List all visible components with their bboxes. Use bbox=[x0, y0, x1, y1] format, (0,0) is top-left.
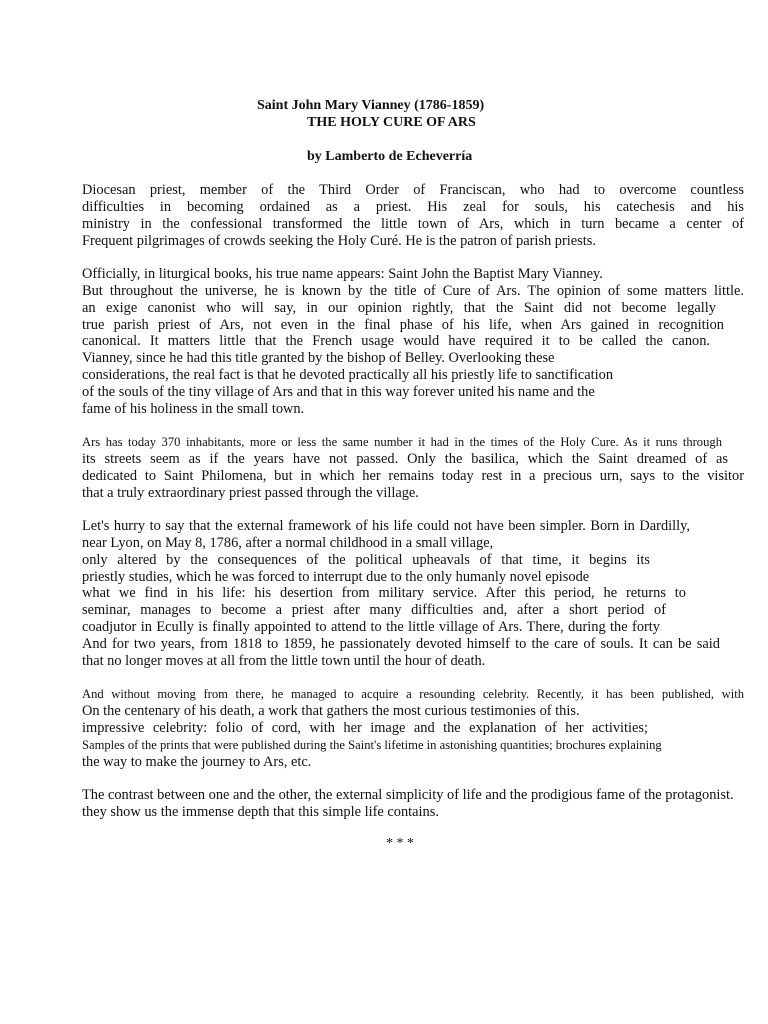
text-line: Frequent pilgrimages of crowds seeking the Holy Curé. He is the patron of parish priests. bbox=[82, 233, 596, 249]
text-line: fame of his holiness in the small town. bbox=[82, 401, 305, 417]
text-line: true parish priest of Ars, not even in the final phase of his life, when Ars gained in recognition bbox=[82, 317, 724, 333]
text-line: The contrast between one and the other, the external simplicity of life and the prodigious fame of the protagonist. bbox=[82, 787, 734, 803]
text-line: priestly studies, which he was forced to interrupt due to the only humanly novel episode bbox=[82, 569, 590, 585]
text-line: On the centenary of his death, a work that gathers the most curious testimonies of this. bbox=[82, 703, 580, 719]
text-line: of the souls of the tiny village of Ars and that in this way forever united his name and the bbox=[82, 384, 595, 400]
text-line: difficulties in becoming ordained as a priest. His zeal for souls, his catechesis and his bbox=[82, 199, 744, 215]
text-line: seminar, manages to become a priest after many difficulties and, after a short period of bbox=[82, 602, 666, 618]
text-line: Vianney, since he had this title granted by the bishop of Belley. Overlooking these bbox=[82, 350, 555, 366]
document-subtitle: THE HOLY CURE OF ARS bbox=[307, 115, 476, 130]
text-line: an exige canonist who will say, in our opinion rightly, that the Saint did not become legally bbox=[82, 300, 716, 316]
text-line: that a truly extraordinary priest passed through the village. bbox=[82, 485, 419, 501]
text-line: ministry in the confessional transformed the little town of Ars, which in turn became a center of bbox=[82, 216, 744, 232]
text-line: canonical. It matters little that the French usage would have required it to be called the canon. bbox=[82, 333, 710, 349]
text-line: Samples of the prints that were published during the Saint's lifetime in astonishing quantities; brochures explaining bbox=[82, 738, 662, 752]
text-line: Ars has today 370 inhabitants, more or less the same number it had in the times of the Holy Cure. As it runs through bbox=[82, 435, 722, 449]
text-line: that no longer moves at all from the little town until the hour of death. bbox=[82, 653, 486, 669]
text-line: Let's hurry to say that the external framework of his life could not have been simpler. Born in Dardilly, bbox=[82, 518, 690, 534]
text-line: coadjutor in Ecully is finally appointed to attend to the little village of Ars. There, during the forty bbox=[82, 619, 660, 635]
text-line: near Lyon, on May 8, 1786, after a normal childhood in a small village, bbox=[82, 535, 494, 551]
text-line: But throughout the universe, he is known by the title of Cure of Ars. The opinion of some matters little. bbox=[82, 283, 744, 299]
text-line: considerations, the real fact is that he devoted practically all his priestly life to sanctification bbox=[82, 367, 614, 383]
document-title: Saint John Mary Vianney (1786-1859) bbox=[257, 98, 485, 113]
section-separator: * * * bbox=[386, 836, 414, 851]
text-line: dedicated to Saint Philomena, but in which her remains today rest in a precious urn, says to the visitor bbox=[82, 468, 744, 484]
text-line: Diocesan priest, member of the Third Order of Franciscan, who had to overcome countless bbox=[82, 182, 744, 198]
text-line: Officially, in liturgical books, his true name appears: Saint John the Baptist Mary Vianney. bbox=[82, 266, 603, 282]
text-line: they show us the immense depth that this simple life contains. bbox=[82, 804, 439, 820]
text-line: And without moving from there, he managed to acquire a resounding celebrity. Recently, it has been published, with bbox=[82, 687, 744, 701]
text-line: impressive celebrity: folio of cord, with her image and the explanation of her activities; bbox=[82, 720, 648, 736]
text-line: And for two years, from 1818 to 1859, he passionately devoted himself to the care of souls. It can be said bbox=[82, 636, 720, 652]
text-line: only altered by the consequences of the political upheavals of that time, it begins its bbox=[82, 552, 650, 568]
text-line: what we find in his life: his desertion from military service. After this period, he returns to bbox=[82, 585, 686, 601]
document-byline: by Lamberto de Echeverría bbox=[307, 149, 473, 164]
text-line: its streets seem as if the years have not passed. Only the basilica, which the Saint dreamed of as bbox=[82, 451, 728, 467]
text-line: the way to make the journey to Ars, etc. bbox=[82, 754, 312, 770]
